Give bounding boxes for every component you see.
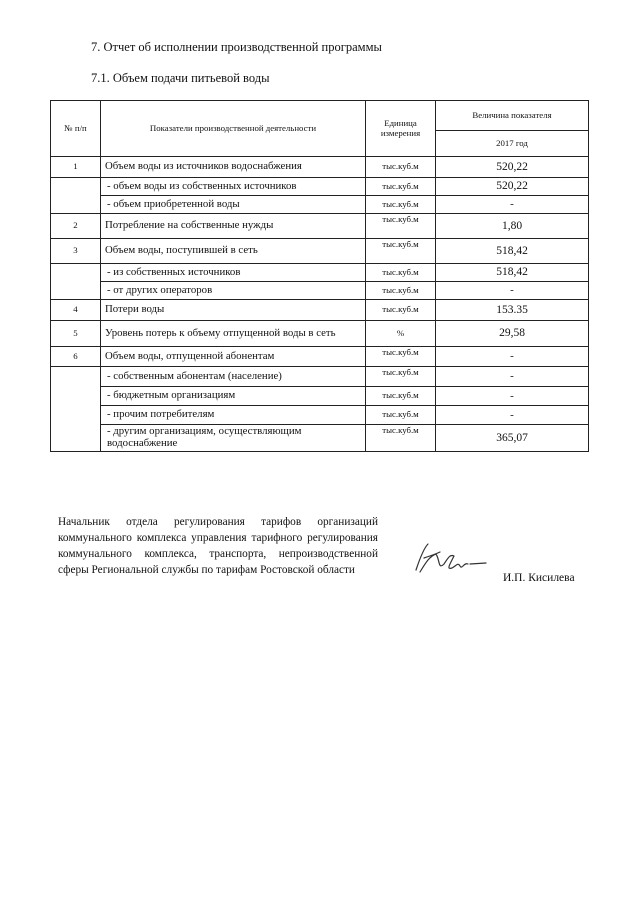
table-row xyxy=(51,196,589,214)
row-value: 153.35 xyxy=(436,300,589,321)
row-unit: тыс.куб.м xyxy=(366,387,436,406)
row-num: 6 xyxy=(51,347,101,367)
row-value: - xyxy=(436,367,589,387)
row-label: Потребление на собственные нужды xyxy=(101,214,366,239)
header-year: 2017 год xyxy=(436,131,589,157)
row-unit: % xyxy=(366,321,436,347)
row-label: - другим организациям, осуществляющим водоснабжение xyxy=(101,425,366,452)
row-label: Объем воды, поступившей в сеть xyxy=(101,239,366,264)
header-indicator: Показатели производственной деятельности xyxy=(101,101,366,157)
signatory-name: И.П. Кисилева xyxy=(503,572,575,584)
row-value: 1,80 xyxy=(436,214,589,239)
table-row xyxy=(51,406,589,425)
header-num: № п/п xyxy=(51,101,101,157)
row-num: 2 xyxy=(51,214,101,239)
row-unit: тыс.куб.м xyxy=(366,178,436,196)
row-unit: тыс.куб.м xyxy=(366,264,436,282)
subsection-title: 7.1. Объем подачи питьевой воды xyxy=(91,71,270,85)
row-value: - xyxy=(436,347,589,367)
row-label: - объем приобретенной воды xyxy=(101,196,366,214)
row-num: 4 xyxy=(51,300,101,321)
table-row xyxy=(51,425,589,452)
table-row xyxy=(51,214,589,239)
row-label: - из собственных источников xyxy=(101,264,366,282)
row-value: 518,42 xyxy=(436,264,589,282)
row-unit: тыс.куб.м xyxy=(366,425,436,452)
row-num xyxy=(51,178,101,214)
table-row xyxy=(51,347,589,367)
row-label: - собственным абонентам (население) xyxy=(101,367,366,387)
table-row xyxy=(51,239,589,264)
row-value: - xyxy=(436,196,589,214)
row-num xyxy=(51,367,101,452)
table-row xyxy=(51,367,589,387)
row-num: 5 xyxy=(51,321,101,347)
row-label: Потери воды xyxy=(101,300,366,321)
row-num: 3 xyxy=(51,239,101,264)
row-value: 365,07 xyxy=(436,425,589,452)
row-num: 1 xyxy=(51,157,101,178)
row-label: - объем воды из собственных источников xyxy=(101,178,366,196)
table-row xyxy=(51,387,589,406)
header-value-group: Величина показателя xyxy=(436,101,589,131)
row-label: - бюджетным организациям xyxy=(101,387,366,406)
row-num xyxy=(51,264,101,300)
row-value: - xyxy=(436,387,589,406)
row-value: 518,42 xyxy=(436,239,589,264)
row-label: Объем воды из источников водоснабжения xyxy=(101,157,366,178)
row-unit: тыс.куб.м xyxy=(366,282,436,300)
table-row xyxy=(51,264,589,282)
row-label: Объем воды, отпущенной абонентам xyxy=(101,347,366,367)
water-supply-table xyxy=(50,100,589,452)
row-value: - xyxy=(436,282,589,300)
table-row xyxy=(51,157,589,178)
row-unit: тыс.куб.м xyxy=(366,367,436,387)
row-unit: тыс.куб.м xyxy=(366,347,436,367)
row-unit: тыс.куб.м xyxy=(366,406,436,425)
row-label: - от других операторов xyxy=(101,282,366,300)
row-value: 29,58 xyxy=(436,321,589,347)
row-label: Уровень потерь к объему отпущенной воды в сеть xyxy=(101,321,366,347)
row-unit: тыс.куб.м xyxy=(366,239,436,264)
row-value: - xyxy=(436,406,589,425)
handwritten-signature xyxy=(410,540,490,580)
table-row xyxy=(51,300,589,321)
row-unit: тыс.куб.м xyxy=(366,196,436,214)
row-value: 520,22 xyxy=(436,157,589,178)
row-label: - прочим потребителям xyxy=(101,406,366,425)
section-title: 7. Отчет об исполнении производственной программы xyxy=(91,40,382,54)
row-unit: тыс.куб.м xyxy=(366,157,436,178)
row-value: 520,22 xyxy=(436,178,589,196)
signatory-position: Начальник отдела регулирования тарифов организаций коммунального комплекса управления тарифного регулирования коммунального комплекса, транспорта, непроизводственной сферы Региональной службы по тарифам Ростовской области xyxy=(58,516,378,577)
table-row xyxy=(51,282,589,300)
table-row xyxy=(51,321,589,347)
header-unit: Единица измерения xyxy=(366,101,436,157)
row-unit: тыс.куб.м xyxy=(366,214,436,239)
table-row xyxy=(51,178,589,196)
row-unit: тыс.куб.м xyxy=(366,300,436,321)
